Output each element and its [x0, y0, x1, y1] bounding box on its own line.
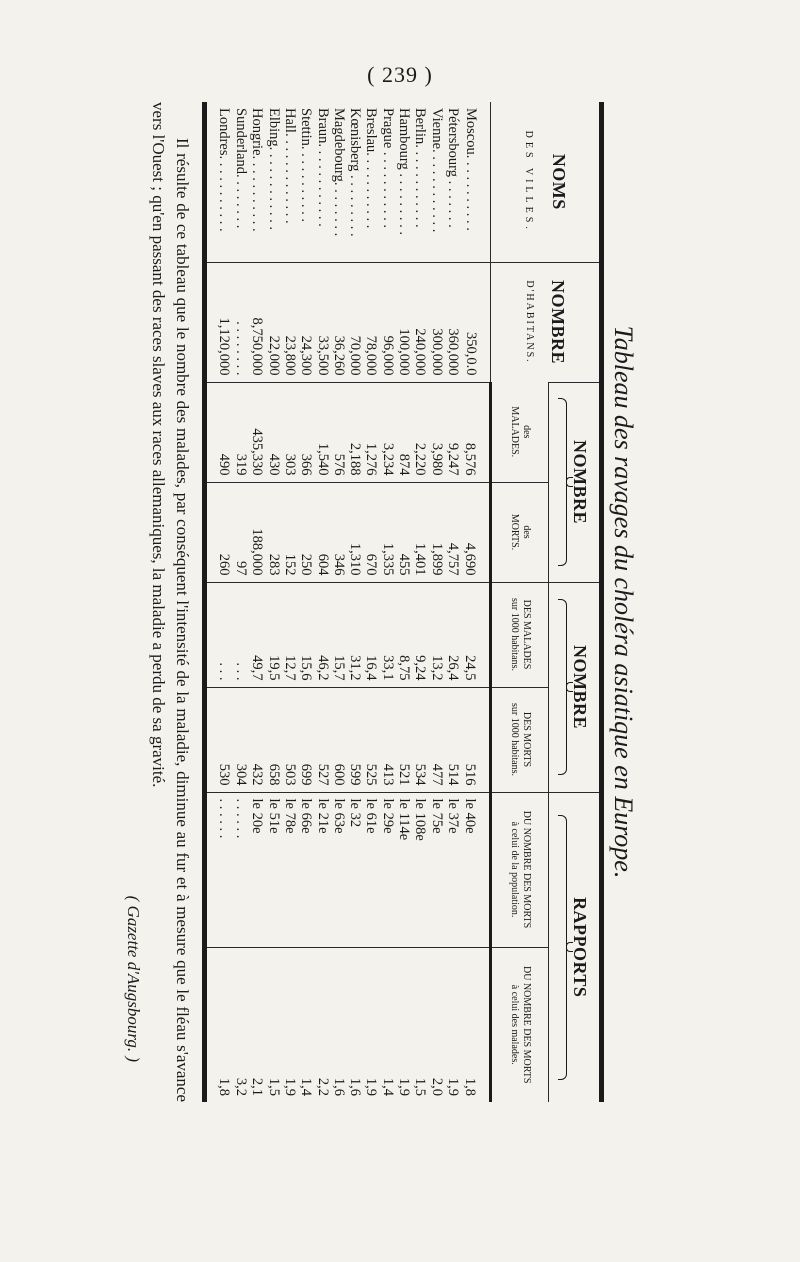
cell-city: Berlin. . . . . . . . . . . . — [412, 108, 429, 228]
cell-malades: 319 — [233, 382, 249, 482]
cell-morts: 188,000 — [249, 482, 265, 582]
cell-morts-per-1000: 413 — [379, 687, 395, 792]
cell-rapport-malades: 1,6 — [347, 947, 363, 1102]
cell-malades: 366 — [298, 382, 314, 482]
header-habitans-label: D'HABITANS. — [524, 280, 535, 364]
cell-morts: 455 — [396, 482, 412, 582]
cell-rapport-population: le 21e — [314, 792, 330, 947]
cell-rapport-population: le 66e — [298, 792, 314, 947]
cell-city: Moscou. . . . . . . . . . . — [462, 108, 479, 231]
table-row — [207, 102, 233, 1102]
cell-morts: 283 — [265, 482, 281, 582]
table-row — [298, 102, 314, 1102]
cell-malades-per-1000: 49,7 — [249, 582, 265, 687]
cell-morts: 670 — [363, 482, 379, 582]
cell-malades-per-1000: 8,75 — [396, 582, 412, 687]
cell-rapport-population: le 29e — [379, 792, 395, 947]
cell-rapport-malades: 2,2 — [314, 947, 330, 1102]
cell-population: 36,260 — [331, 262, 347, 382]
source-text: ( Gazette d'Augsbourg. ) — [124, 895, 143, 1062]
cell-malades: 303 — [282, 382, 298, 482]
cell-rapport-malades: 1,5 — [265, 947, 281, 1102]
header-nombre-group-1 — [549, 382, 600, 582]
cell-city: Braun. . . . . . . . . . . . — [314, 108, 331, 227]
cell-population: 23,800 — [282, 262, 298, 382]
cell-malades: 3,234 — [379, 382, 395, 482]
cell-malades-per-1000: 15,7 — [331, 582, 347, 687]
cell-rapport-malades: 1,5 — [412, 947, 428, 1102]
header-rapport-malades — [491, 947, 549, 1102]
header-nombre-label: NOMBRE — [548, 280, 568, 364]
cell-population: 8,750,000 — [249, 262, 265, 382]
cell-city: Elbing. . . . . . . . . . . . — [265, 108, 282, 231]
cell-population: 70,000 — [347, 262, 363, 382]
cell-population: 240,000 — [412, 262, 428, 382]
cell-morts: 604 — [314, 482, 330, 582]
cell-rapport-population: le 108e — [412, 792, 428, 947]
page-number: ( 239 ) — [367, 62, 433, 87]
cell-malades-per-1000: 46,2 — [314, 582, 330, 687]
cell-city: Stettin. . . . . . . . . . . — [298, 108, 315, 222]
header-nombre-habitans — [491, 262, 600, 382]
cell-morts: 1,335 — [379, 482, 395, 582]
cell-malades-per-1000: 24,5 — [461, 582, 490, 687]
cell-rapport-malades: 1,9 — [396, 947, 412, 1102]
header-nombre-group-1-label: NOMBRE — [570, 440, 590, 524]
cell-population: . . . . . . . . — [233, 262, 249, 382]
cell-morts: 1,401 — [412, 482, 428, 582]
table-row — [363, 102, 379, 1102]
cell-rapport-malades: 2,1 — [249, 947, 265, 1102]
cell-malades: 9,247 — [445, 382, 461, 482]
cell-malades: 8,576 — [461, 382, 490, 482]
cell-city: Hambourg . . . . . . . . . — [396, 108, 413, 236]
header-rapport-population — [491, 792, 549, 947]
header-morts-per-1000 — [491, 687, 549, 792]
cell-malades: 490 — [207, 382, 233, 482]
cell-malades: 576 — [331, 382, 347, 482]
cell-malades-per-1000: 26,4 — [445, 582, 461, 687]
cell-malades: 2,220 — [412, 382, 428, 482]
cell-city: Londres. . . . . . . . . . . — [215, 108, 232, 232]
cell-morts-per-1000: 699 — [298, 687, 314, 792]
table-row — [314, 102, 330, 1102]
brace-icon — [558, 398, 567, 566]
cell-rapport-population: . . . . . . — [233, 792, 249, 947]
header-noms-label: NOMS — [549, 153, 569, 210]
header-malades-per-1000 — [491, 582, 549, 687]
cell-morts: 4,757 — [445, 482, 461, 582]
cell-morts-per-1000: 527 — [314, 687, 330, 792]
cell-rapport-population: le 78e — [282, 792, 298, 947]
cell-rapport-malades: 1,9 — [363, 947, 379, 1102]
cell-malades: 435,330 — [249, 382, 265, 482]
cell-malades: 3,980 — [428, 382, 444, 482]
header-des-villes-label: DES VILLES. — [523, 130, 534, 233]
table-row — [233, 102, 249, 1102]
cell-malades: 874 — [396, 382, 412, 482]
cell-malades-per-1000: 15,6 — [298, 582, 314, 687]
cell-population: 300,000 — [428, 262, 444, 382]
cell-morts-per-1000: 516 — [461, 687, 490, 792]
table-row — [428, 102, 444, 1102]
cell-malades: 2,188 — [347, 382, 363, 482]
rotated-table-sheet — [120, 102, 640, 1102]
cell-morts-per-1000: 534 — [412, 687, 428, 792]
header-des-morts-label: DES MORTS — [521, 711, 532, 768]
cell-rapport-population: le 32 — [347, 792, 363, 947]
cell-morts-per-1000: 600 — [331, 687, 347, 792]
table-row — [396, 102, 412, 1102]
table-row — [331, 102, 347, 1102]
cell-malades-per-1000: 16,4 — [363, 582, 379, 687]
cell-morts-per-1000: 599 — [347, 687, 363, 792]
cell-morts: 152 — [282, 482, 298, 582]
cell-city: Vienne. . . . . . . . . . . . — [428, 108, 445, 233]
cell-rapport-malades: 1,4 — [379, 947, 395, 1102]
header-nombre-group-2-label: NOMBRE — [570, 645, 590, 729]
cell-rapport-malades: 1,8 — [461, 947, 490, 1102]
cell-rapport-population: le 51e — [265, 792, 281, 947]
cell-morts-per-1000: 477 — [428, 687, 444, 792]
cell-malades-per-1000: 19,5 — [265, 582, 281, 687]
header-sur-1000-label: sur 1000 habitans. — [509, 597, 520, 672]
cell-morts-per-1000: 503 — [282, 687, 298, 792]
cell-rapport-malades: 1,9 — [282, 947, 298, 1102]
brace-icon — [558, 815, 567, 1080]
header-sur-1000-label: sur 1000 habitans. — [509, 702, 520, 777]
cell-malades: 1,276 — [363, 382, 379, 482]
cell-city: Pétersbourg . . . . . . . — [445, 108, 462, 228]
cell-population: 350,0.0 — [461, 262, 490, 382]
cell-rapport-population: le 61e — [363, 792, 379, 947]
cell-population: 360,000 — [445, 262, 461, 382]
cell-population: 22,000 — [265, 262, 281, 382]
header-du-nombre-des-morts-label: DU NOMBRE DES MORTS — [521, 966, 532, 1084]
header-a-celui-malades-label: à celui des malades. — [509, 984, 520, 1065]
table-row — [445, 102, 461, 1102]
cell-malades-per-1000: 33,1 — [379, 582, 395, 687]
cell-morts-per-1000: 525 — [363, 687, 379, 792]
cell-morts: 97 — [233, 482, 249, 582]
cell-rapport-population: le 63e — [331, 792, 347, 947]
cell-city: Prague . . . . . . . . . . . — [379, 108, 396, 229]
cell-population: 100,000 — [396, 262, 412, 382]
cell-rapport-malades: 1,8 — [207, 947, 233, 1102]
cell-morts: 4,690 — [461, 482, 490, 582]
table-row — [249, 102, 265, 1102]
cell-morts-per-1000: 432 — [249, 687, 265, 792]
cell-rapport-population: le 20e — [249, 792, 265, 947]
cell-malades-per-1000: . . . — [233, 582, 249, 687]
header-malades — [491, 382, 549, 482]
cell-morts-per-1000: 304 — [233, 687, 249, 792]
header-des-label: des — [521, 525, 532, 539]
cell-malades-per-1000: 12,7 — [282, 582, 298, 687]
table-row — [265, 102, 281, 1102]
cell-population: 1,120,000 — [207, 262, 233, 382]
cell-morts: 260 — [207, 482, 233, 582]
table-row — [379, 102, 395, 1102]
table-frame — [202, 102, 604, 1102]
table-row — [347, 102, 363, 1102]
cell-city: Magdebourg. . . . . . . . — [330, 108, 347, 237]
cell-rapport-malades: 1,6 — [331, 947, 347, 1102]
cell-rapport-malades: 3,2 — [233, 947, 249, 1102]
conclusion-note: Il résulte de ce tableau que le nombre des malades, par conséquent l'intensité de la maladie, diminue au fur et à mesure que le fléau s'avance vers l'Ouest ; qu'en passant des races slaves aux races allemaniques, la maladie a perdu de sa gravité. — [149, 102, 192, 1102]
cell-city: Breslau. . . . . . . . . . . — [363, 108, 380, 229]
cell-malades-per-1000: . . . — [207, 582, 233, 687]
header-morts-label: MORTS. — [509, 513, 520, 551]
cell-morts: 250 — [298, 482, 314, 582]
cell-rapport-population: le 114e — [396, 792, 412, 947]
table-row — [461, 102, 490, 1102]
cell-rapport-malades: 1,4 — [298, 947, 314, 1102]
table-row — [282, 102, 298, 1102]
cell-morts-per-1000: 658 — [265, 687, 281, 792]
header-a-celui-population-label: à celui de la population. — [509, 821, 520, 918]
cell-rapport-malades: 2,0 — [428, 947, 444, 1102]
table-caption: Tableau des ravages du choléra asiatique en Europe. — [609, 325, 638, 879]
cell-rapport-population: . . . . . . — [207, 792, 233, 947]
header-rapports-label: RAPPORTS — [570, 897, 590, 998]
cell-morts-per-1000: 514 — [445, 687, 461, 792]
cholera-table — [207, 102, 599, 1102]
cell-population: 96,000 — [379, 262, 395, 382]
table-body — [207, 102, 491, 1102]
header-des-label: des — [521, 425, 532, 439]
header-morts — [491, 482, 549, 582]
header-rapports-group — [549, 792, 600, 1102]
header-malades-label: MALADES. — [509, 406, 520, 458]
source-citation — [122, 896, 144, 1062]
cell-rapport-population: le 75e — [428, 792, 444, 947]
cell-morts: 1,310 — [347, 482, 363, 582]
brace-icon — [558, 599, 567, 776]
cell-population: 78,000 — [363, 262, 379, 382]
cell-city: Kœnisberg . . . . . . . . . — [347, 108, 364, 237]
cell-malades-per-1000: 31,2 — [347, 582, 363, 687]
cell-population: 24,300 — [298, 262, 314, 382]
cell-rapport-malades: 1,9 — [445, 947, 461, 1102]
header-des-malades-label: DES MALADES — [521, 599, 532, 670]
cell-population: 33,500 — [314, 262, 330, 382]
cell-malades-per-1000: 13,2 — [428, 582, 444, 687]
header-nombre-group-2 — [549, 582, 600, 792]
header-du-nombre-des-morts-label: DU NOMBRE DES MORTS — [521, 810, 532, 929]
cell-morts: 1,899 — [428, 482, 444, 582]
cell-morts-per-1000: 530 — [207, 687, 233, 792]
cell-city: Hall. . . . . . . . . . . . . — [281, 108, 298, 224]
cell-malades-per-1000: 9,24 — [412, 582, 428, 687]
cell-morts-per-1000: 521 — [396, 687, 412, 792]
cell-malades: 430 — [265, 382, 281, 482]
table-row — [412, 102, 428, 1102]
cell-morts: 346 — [331, 482, 347, 582]
header-row-groups — [549, 102, 600, 1102]
cell-city: Sunderland. . . . . . . . — [232, 108, 249, 229]
header-noms — [491, 102, 600, 262]
cell-malades: 1,540 — [314, 382, 330, 482]
cell-rapport-population: le 40e — [461, 792, 490, 947]
cell-city: Hongrie. . . . . . . . . . . — [249, 108, 266, 232]
cell-rapport-population: le 37e — [445, 792, 461, 947]
